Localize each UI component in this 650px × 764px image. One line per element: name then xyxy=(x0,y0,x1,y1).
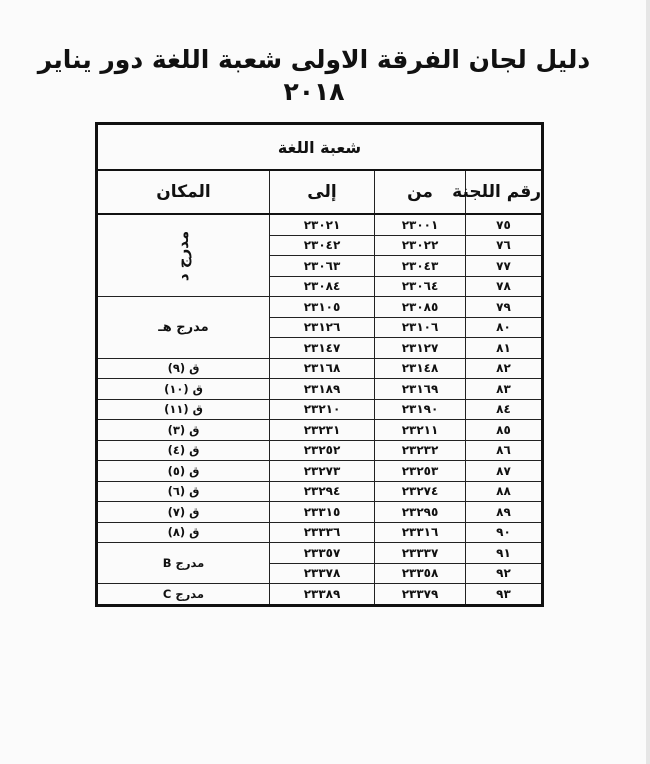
committee-cell: ٨٢ xyxy=(466,358,543,379)
place-cell: مدرج C xyxy=(97,584,270,606)
to-cell: ٢٣٢٣١ xyxy=(270,420,375,441)
from-cell: ٢٣١٩٠ xyxy=(375,399,466,420)
place-vertical-label: مدرج د xyxy=(174,230,193,281)
to-cell: ٢٣٣٣٦ xyxy=(270,522,375,543)
from-cell: ٢٣٢٩٥ xyxy=(375,502,466,523)
table-row xyxy=(97,481,543,502)
to-cell: ٢٣١٠٥ xyxy=(270,297,375,318)
committee-cell: ٨٦ xyxy=(466,440,543,461)
from-cell: ٢٣٣١٦ xyxy=(375,522,466,543)
to-cell: ٢٣١٢٦ xyxy=(270,317,375,338)
from-cell: ٢٣١٤٨ xyxy=(375,358,466,379)
header-from: من xyxy=(375,170,466,214)
committee-cell: ٨٥ xyxy=(466,420,543,441)
committee-cell: ٧٥ xyxy=(466,214,543,235)
from-cell: ٢٣٣٣٧ xyxy=(375,543,466,564)
table-row xyxy=(97,420,543,441)
table-row xyxy=(97,297,543,318)
header-place: المكان xyxy=(97,170,270,214)
to-cell: ٢٣٣٧٨ xyxy=(270,563,375,584)
place-cell: ق (٧) xyxy=(97,502,270,523)
from-cell: ٢٣٠٦٤ xyxy=(375,276,466,297)
place-cell-merged: مدرج B xyxy=(97,543,270,584)
table-row xyxy=(97,399,543,420)
committee-cell: ٧٧ xyxy=(466,256,543,277)
to-cell: ٢٣٠٤٢ xyxy=(270,235,375,256)
committee-cell: ٩٣ xyxy=(466,584,543,606)
committee-cell: ٨٧ xyxy=(466,461,543,482)
to-cell: ٢٣٣١٥ xyxy=(270,502,375,523)
committee-cell: ٨٤ xyxy=(466,399,543,420)
table-row xyxy=(97,358,543,379)
place-cell: ق (٦) xyxy=(97,481,270,502)
committee-cell: ٨٨ xyxy=(466,481,543,502)
to-cell: ٢٣١٨٩ xyxy=(270,379,375,400)
table-row xyxy=(97,522,543,543)
table-row xyxy=(97,440,543,461)
to-cell: ٢٣٠٢١ xyxy=(270,214,375,235)
header-to: إلى xyxy=(270,170,375,214)
from-cell: ٢٣٣٧٩ xyxy=(375,584,466,606)
place-cell: ق (٥) xyxy=(97,461,270,482)
page-title: دليل لجان الفرقة الاولى شعبة اللغة دور يناير ٢٠١٨ xyxy=(37,45,591,106)
place-cell: ق (١١) xyxy=(97,399,270,420)
committee-cell: ٧٦ xyxy=(466,235,543,256)
table-row xyxy=(97,502,543,523)
to-cell: ٢٣٣٨٩ xyxy=(270,584,375,606)
committees-table xyxy=(95,122,544,607)
committee-cell: ٩١ xyxy=(466,543,543,564)
to-cell: ٢٣٢١٠ xyxy=(270,399,375,420)
place-cell: ق (٩) xyxy=(97,358,270,379)
place-cell: ق (٤) xyxy=(97,440,270,461)
to-cell: ٢٣٠٦٣ xyxy=(270,256,375,277)
place-cell: ق (١٠) xyxy=(97,379,270,400)
from-cell: ٢٣٢٥٣ xyxy=(375,461,466,482)
to-cell: ٢٣٢٧٣ xyxy=(270,461,375,482)
from-cell: ٢٣١٠٦ xyxy=(375,317,466,338)
from-cell: ٢٣٢٣٢ xyxy=(375,440,466,461)
committee-cell: ٩٢ xyxy=(466,563,543,584)
place-cell-merged xyxy=(97,297,270,359)
to-cell: ٢٣١٦٨ xyxy=(270,358,375,379)
section-title: شعبة اللغة xyxy=(97,124,543,171)
from-cell: ٢٣٢١١ xyxy=(375,420,466,441)
page-edge xyxy=(646,0,650,764)
place-cell: ق (٣) xyxy=(97,420,270,441)
from-cell: ٢٣١٦٩ xyxy=(375,379,466,400)
from-cell: ٢٣٠٨٥ xyxy=(375,297,466,318)
committee-cell: ٨٠ xyxy=(466,317,543,338)
committee-cell: ٨٣ xyxy=(466,379,543,400)
from-cell: ٢٣٣٥٨ xyxy=(375,563,466,584)
to-cell: ٢٣٣٥٧ xyxy=(270,543,375,564)
from-cell: ٢٣٠٤٣ xyxy=(375,256,466,277)
from-cell: ٢٣٠٢٢ xyxy=(375,235,466,256)
from-cell: ٢٣٠٠١ xyxy=(375,214,466,235)
table-row xyxy=(97,214,543,235)
to-cell: ٢٣١٤٧ xyxy=(270,338,375,359)
to-cell: ٢٣٢٩٤ xyxy=(270,481,375,502)
to-cell: ٢٣٢٥٢ xyxy=(270,440,375,461)
from-cell: ٢٣١٢٧ xyxy=(375,338,466,359)
table-row xyxy=(97,543,543,564)
table-row xyxy=(97,584,543,606)
place-label: مدرج هـ xyxy=(158,319,209,335)
committee-cell: ٨٩ xyxy=(466,502,543,523)
table-row xyxy=(97,461,543,482)
committee-cell: ٩٠ xyxy=(466,522,543,543)
to-cell: ٢٣٠٨٤ xyxy=(270,276,375,297)
from-cell: ٢٣٢٧٤ xyxy=(375,481,466,502)
header-committee: رقم اللجنة xyxy=(466,170,543,214)
committee-cell: ٧٩ xyxy=(466,297,543,318)
committee-cell: ٨١ xyxy=(466,338,543,359)
committee-cell: ٧٨ xyxy=(466,276,543,297)
table-row xyxy=(97,379,543,400)
place-cell-merged xyxy=(97,214,270,297)
place-cell: ق (٨) xyxy=(97,522,270,543)
